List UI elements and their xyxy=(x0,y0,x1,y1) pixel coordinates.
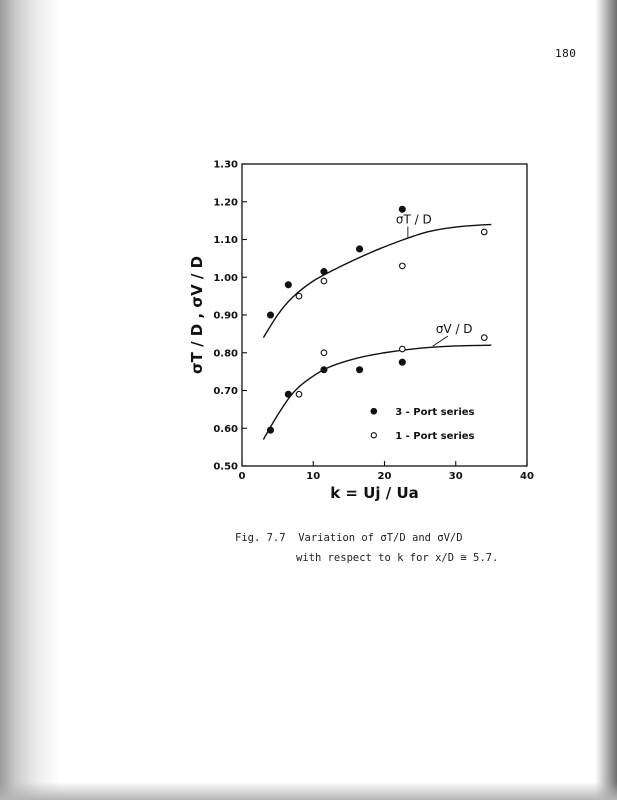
data-point-3-port xyxy=(357,246,363,252)
data-point-1-port xyxy=(481,335,487,341)
y-tick-label: 0.80 xyxy=(213,348,238,360)
data-point-3-port xyxy=(357,367,363,373)
plot-frame xyxy=(242,164,527,466)
data-point-3-port xyxy=(399,206,405,212)
data-point-3-port xyxy=(268,427,274,433)
data-point-3-port xyxy=(321,367,327,373)
y-tick-label: 0.50 xyxy=(213,461,238,473)
data-point-1-port xyxy=(296,293,302,299)
figure-caption-line-2: with respect to k for x/D ≅ 5.7. xyxy=(296,552,499,564)
labels-layer xyxy=(396,213,473,347)
data-point-1-port xyxy=(400,263,406,269)
y-tick-label: 0.70 xyxy=(213,386,238,397)
curve-label: σT / D xyxy=(395,212,432,227)
y-tick-label: 1.20 xyxy=(213,197,238,209)
x-tick-label: 0 xyxy=(238,471,246,482)
y-tick-label: 0.90 xyxy=(213,310,238,322)
y-tick-label: 0.60 xyxy=(213,423,238,435)
y-tick-label: 1.30 xyxy=(213,159,238,171)
legend-layer xyxy=(371,407,475,442)
x-tick-label: 10 xyxy=(306,471,321,482)
data-point-1-port xyxy=(321,278,327,284)
data-point-3-port xyxy=(268,312,274,318)
points-layer xyxy=(268,206,488,433)
y-axis-title: σT / D , σV / D xyxy=(188,255,206,375)
x-axis-title: k = Uj / Ua xyxy=(330,484,419,502)
legend-label: 1 - Port series xyxy=(395,430,475,442)
data-point-3-port xyxy=(285,282,291,288)
data-point-1-port xyxy=(481,229,487,235)
legend-marker xyxy=(371,433,376,438)
legend-marker xyxy=(371,408,377,414)
data-point-3-port xyxy=(321,269,327,275)
figure-caption-line-1: Fig. 7.7 Variation of σT/D and σV/D xyxy=(235,532,463,544)
x-tick-label: 20 xyxy=(377,471,392,482)
page-number: 180 xyxy=(555,47,577,60)
legend-label: 3 - Port series xyxy=(395,406,475,418)
data-point-1-port xyxy=(321,350,327,356)
data-point-3-port xyxy=(399,359,405,365)
data-point-3-port xyxy=(285,391,291,397)
curve-label-pointer xyxy=(433,336,448,346)
data-point-1-port xyxy=(400,346,406,352)
fit-curve xyxy=(263,224,491,337)
x-tick-label: 30 xyxy=(448,471,463,482)
x-tick-label: 40 xyxy=(520,471,534,482)
axes-layer xyxy=(188,160,534,503)
y-tick-label: 1.00 xyxy=(213,272,238,284)
data-point-1-port xyxy=(296,391,302,397)
y-tick-label: 1.10 xyxy=(213,235,238,246)
curve-label: σV / D xyxy=(435,322,473,337)
